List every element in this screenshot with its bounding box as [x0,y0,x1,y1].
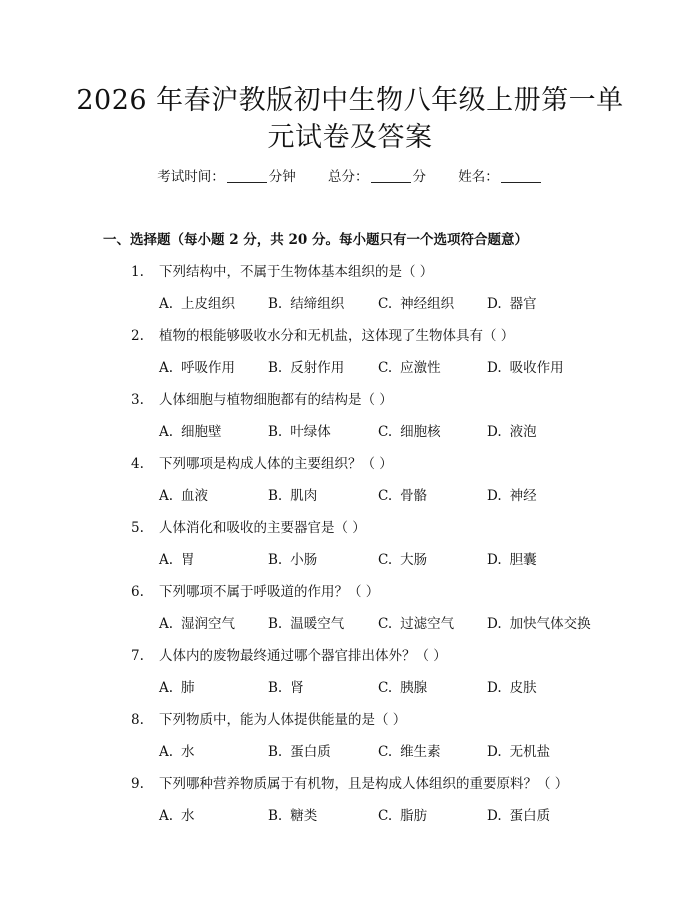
option-letter: B. [268,808,283,824]
question-stem: 植物的根能够吸收水分和无机盐，这体现了生物体具有（ ） [159,328,515,344]
option-d[interactable] [487,614,591,634]
option-text: 蛋白质 [509,808,551,824]
option-d[interactable] [487,358,564,378]
option-text: 细胞核 [400,424,441,440]
option-b[interactable] [268,678,304,698]
question-number: 8. [131,712,144,728]
total-score [328,167,426,187]
option-row [0,294,700,316]
option-text: 叶绿体 [290,424,331,440]
option-text: 细胞壁 [181,424,222,440]
question [0,518,700,582]
section-heading: 一、选择题（每小题 2 分，共 20 分。每小题只有一个选项符合题意） [103,232,528,248]
question-number: 3. [131,392,144,408]
option-a[interactable] [159,550,195,570]
question-stem: 下列物质中，能为人体提供能量的是（ ） [159,712,407,728]
option-text: 肺 [181,680,195,696]
question-stem: 下列哪种营养物质属于有机物，且是构成人体组织的重要原料？（ ） [159,776,569,792]
option-row [0,742,700,764]
option-text: 肾 [290,680,304,696]
option-text: 温暖空气 [290,616,345,632]
option-letter: C. [378,296,393,312]
option-b[interactable] [268,358,344,378]
option-b[interactable] [268,614,344,634]
option-a[interactable] [159,294,235,314]
option-d[interactable] [487,294,537,314]
question [0,326,700,390]
exam-meta [0,167,700,187]
option-b[interactable] [268,294,344,314]
option-text: 维生素 [400,744,441,760]
option-text: 上皮组织 [181,296,236,312]
option-text: 水 [181,808,195,824]
option-text: 应激性 [400,360,441,376]
question-number: 4. [131,456,144,472]
option-c[interactable] [378,358,441,378]
option-row [0,550,700,572]
option-letter: B. [268,680,283,696]
option-row [0,422,700,444]
option-letter: C. [378,424,393,440]
question-number: 6. [131,584,144,600]
option-letter: B. [268,424,283,440]
option-c[interactable] [378,294,454,314]
option-text: 湿润空气 [181,616,236,632]
question [0,262,700,326]
option-letter: D. [487,296,502,312]
option-d[interactable] [487,742,550,762]
option-letter: A. [159,808,174,824]
option-letter: C. [378,808,393,824]
option-text: 液泡 [509,424,537,440]
option-letter: D. [487,808,502,824]
option-letter: C. [378,488,393,504]
option-letter: A. [159,360,174,376]
option-letter: D. [487,424,502,440]
question [0,582,700,646]
question-number: 7. [131,648,144,664]
option-c[interactable] [378,550,427,570]
option-text: 血液 [181,488,209,504]
question-stem: 人体细胞与植物细胞都有的结构是（ ） [159,392,393,408]
option-text: 大肠 [400,552,428,568]
option-letter: B. [268,488,283,504]
option-letter: A. [159,296,174,312]
question [0,390,700,454]
question-stem: 下列结构中，不属于生物体基本组织的是（ ） [159,264,434,280]
option-c[interactable] [378,614,454,634]
option-d[interactable] [487,806,550,826]
option-text: 胰腺 [400,680,428,696]
option-a[interactable] [159,806,195,826]
time-unit: 分钟 [268,169,296,185]
option-a[interactable] [159,422,222,442]
option-a[interactable] [159,486,208,506]
option-text: 反射作用 [290,360,345,376]
option-c[interactable] [378,742,441,762]
question-stem: 人体内的废物最终通过哪个器官排出体外？（ ） [159,648,447,664]
option-letter: B. [268,296,283,312]
option-text: 水 [181,744,195,760]
option-text: 加快气体交换 [509,616,591,632]
question-number: 2. [131,328,144,344]
option-letter: B. [268,360,283,376]
option-text: 蛋白质 [290,744,331,760]
score-unit: 分 [412,169,426,185]
option-b[interactable] [268,422,331,442]
option-text: 小肠 [290,552,318,568]
option-text: 器官 [509,296,537,312]
option-row [0,486,700,508]
option-a[interactable] [159,614,235,634]
option-row [0,678,700,700]
option-d[interactable] [487,550,537,570]
option-a[interactable] [159,742,195,762]
option-letter: C. [378,552,393,568]
option-d[interactable] [487,486,537,506]
option-c[interactable] [378,486,427,506]
option-letter: B. [268,616,283,632]
option-letter: D. [487,744,502,760]
option-letter: B. [268,552,283,568]
option-text: 糖类 [290,808,318,824]
option-letter: D. [487,680,502,696]
option-text: 神经 [509,488,537,504]
option-letter: D. [487,552,502,568]
page-title-line-2: 元试卷及答案 [267,122,433,153]
option-letter: A. [159,680,174,696]
option-text: 脂肪 [400,808,428,824]
question [0,710,700,774]
student-name [458,167,543,187]
option-text: 无机盐 [509,744,551,760]
option-b[interactable] [268,742,331,762]
question-stem: 下列哪项是构成人体的主要组织？（ ） [159,456,393,472]
question-number: 1. [131,264,144,280]
option-b[interactable] [268,486,317,506]
question-number: 9. [131,776,144,792]
option-text: 结缔组织 [290,296,345,312]
time-blank[interactable] [227,168,267,183]
option-d[interactable] [487,422,537,442]
option-letter: C. [378,616,393,632]
exam-time [157,167,296,187]
option-b[interactable] [268,550,317,570]
option-letter: C. [378,360,393,376]
option-letter: D. [487,616,502,632]
name-blank[interactable] [501,168,541,183]
option-text: 胆囊 [509,552,537,568]
name-label: 姓名： [458,169,499,185]
option-letter: D. [487,488,502,504]
option-text: 呼吸作用 [181,360,236,376]
option-letter: A. [159,552,174,568]
score-blank[interactable] [371,168,411,183]
page-title-line-1: 2026 年春沪教版初中生物八年级上册第一单 [76,85,624,116]
question-list [0,262,700,838]
option-letter: C. [378,744,393,760]
option-letter: A. [159,424,174,440]
option-row [0,806,700,828]
option-letter: A. [159,616,174,632]
option-text: 皮肤 [509,680,537,696]
option-c[interactable] [378,806,427,826]
option-text: 骨骼 [400,488,428,504]
question-stem: 下列哪项不属于呼吸道的作用？（ ） [159,584,380,600]
option-a[interactable] [159,678,195,698]
option-c[interactable] [378,678,427,698]
option-text: 过滤空气 [400,616,455,632]
option-letter: A. [159,488,174,504]
question [0,646,700,710]
question-stem: 人体消化和吸收的主要器官是（ ） [159,520,366,536]
option-a[interactable] [159,358,235,378]
option-row [0,358,700,380]
option-b[interactable] [268,806,317,826]
option-row [0,614,700,636]
option-letter: A. [159,744,174,760]
question [0,774,700,838]
option-d[interactable] [487,678,537,698]
option-text: 神经组织 [400,296,455,312]
option-letter: C. [378,680,393,696]
option-c[interactable] [378,422,441,442]
score-label: 总分： [328,169,369,185]
option-text: 肌肉 [290,488,318,504]
option-letter: B. [268,744,283,760]
question-number: 5. [131,520,144,536]
option-letter: D. [487,360,502,376]
option-text: 胃 [181,552,195,568]
question [0,454,700,518]
option-text: 吸收作用 [509,360,564,376]
time-label: 考试时间： [157,169,225,185]
